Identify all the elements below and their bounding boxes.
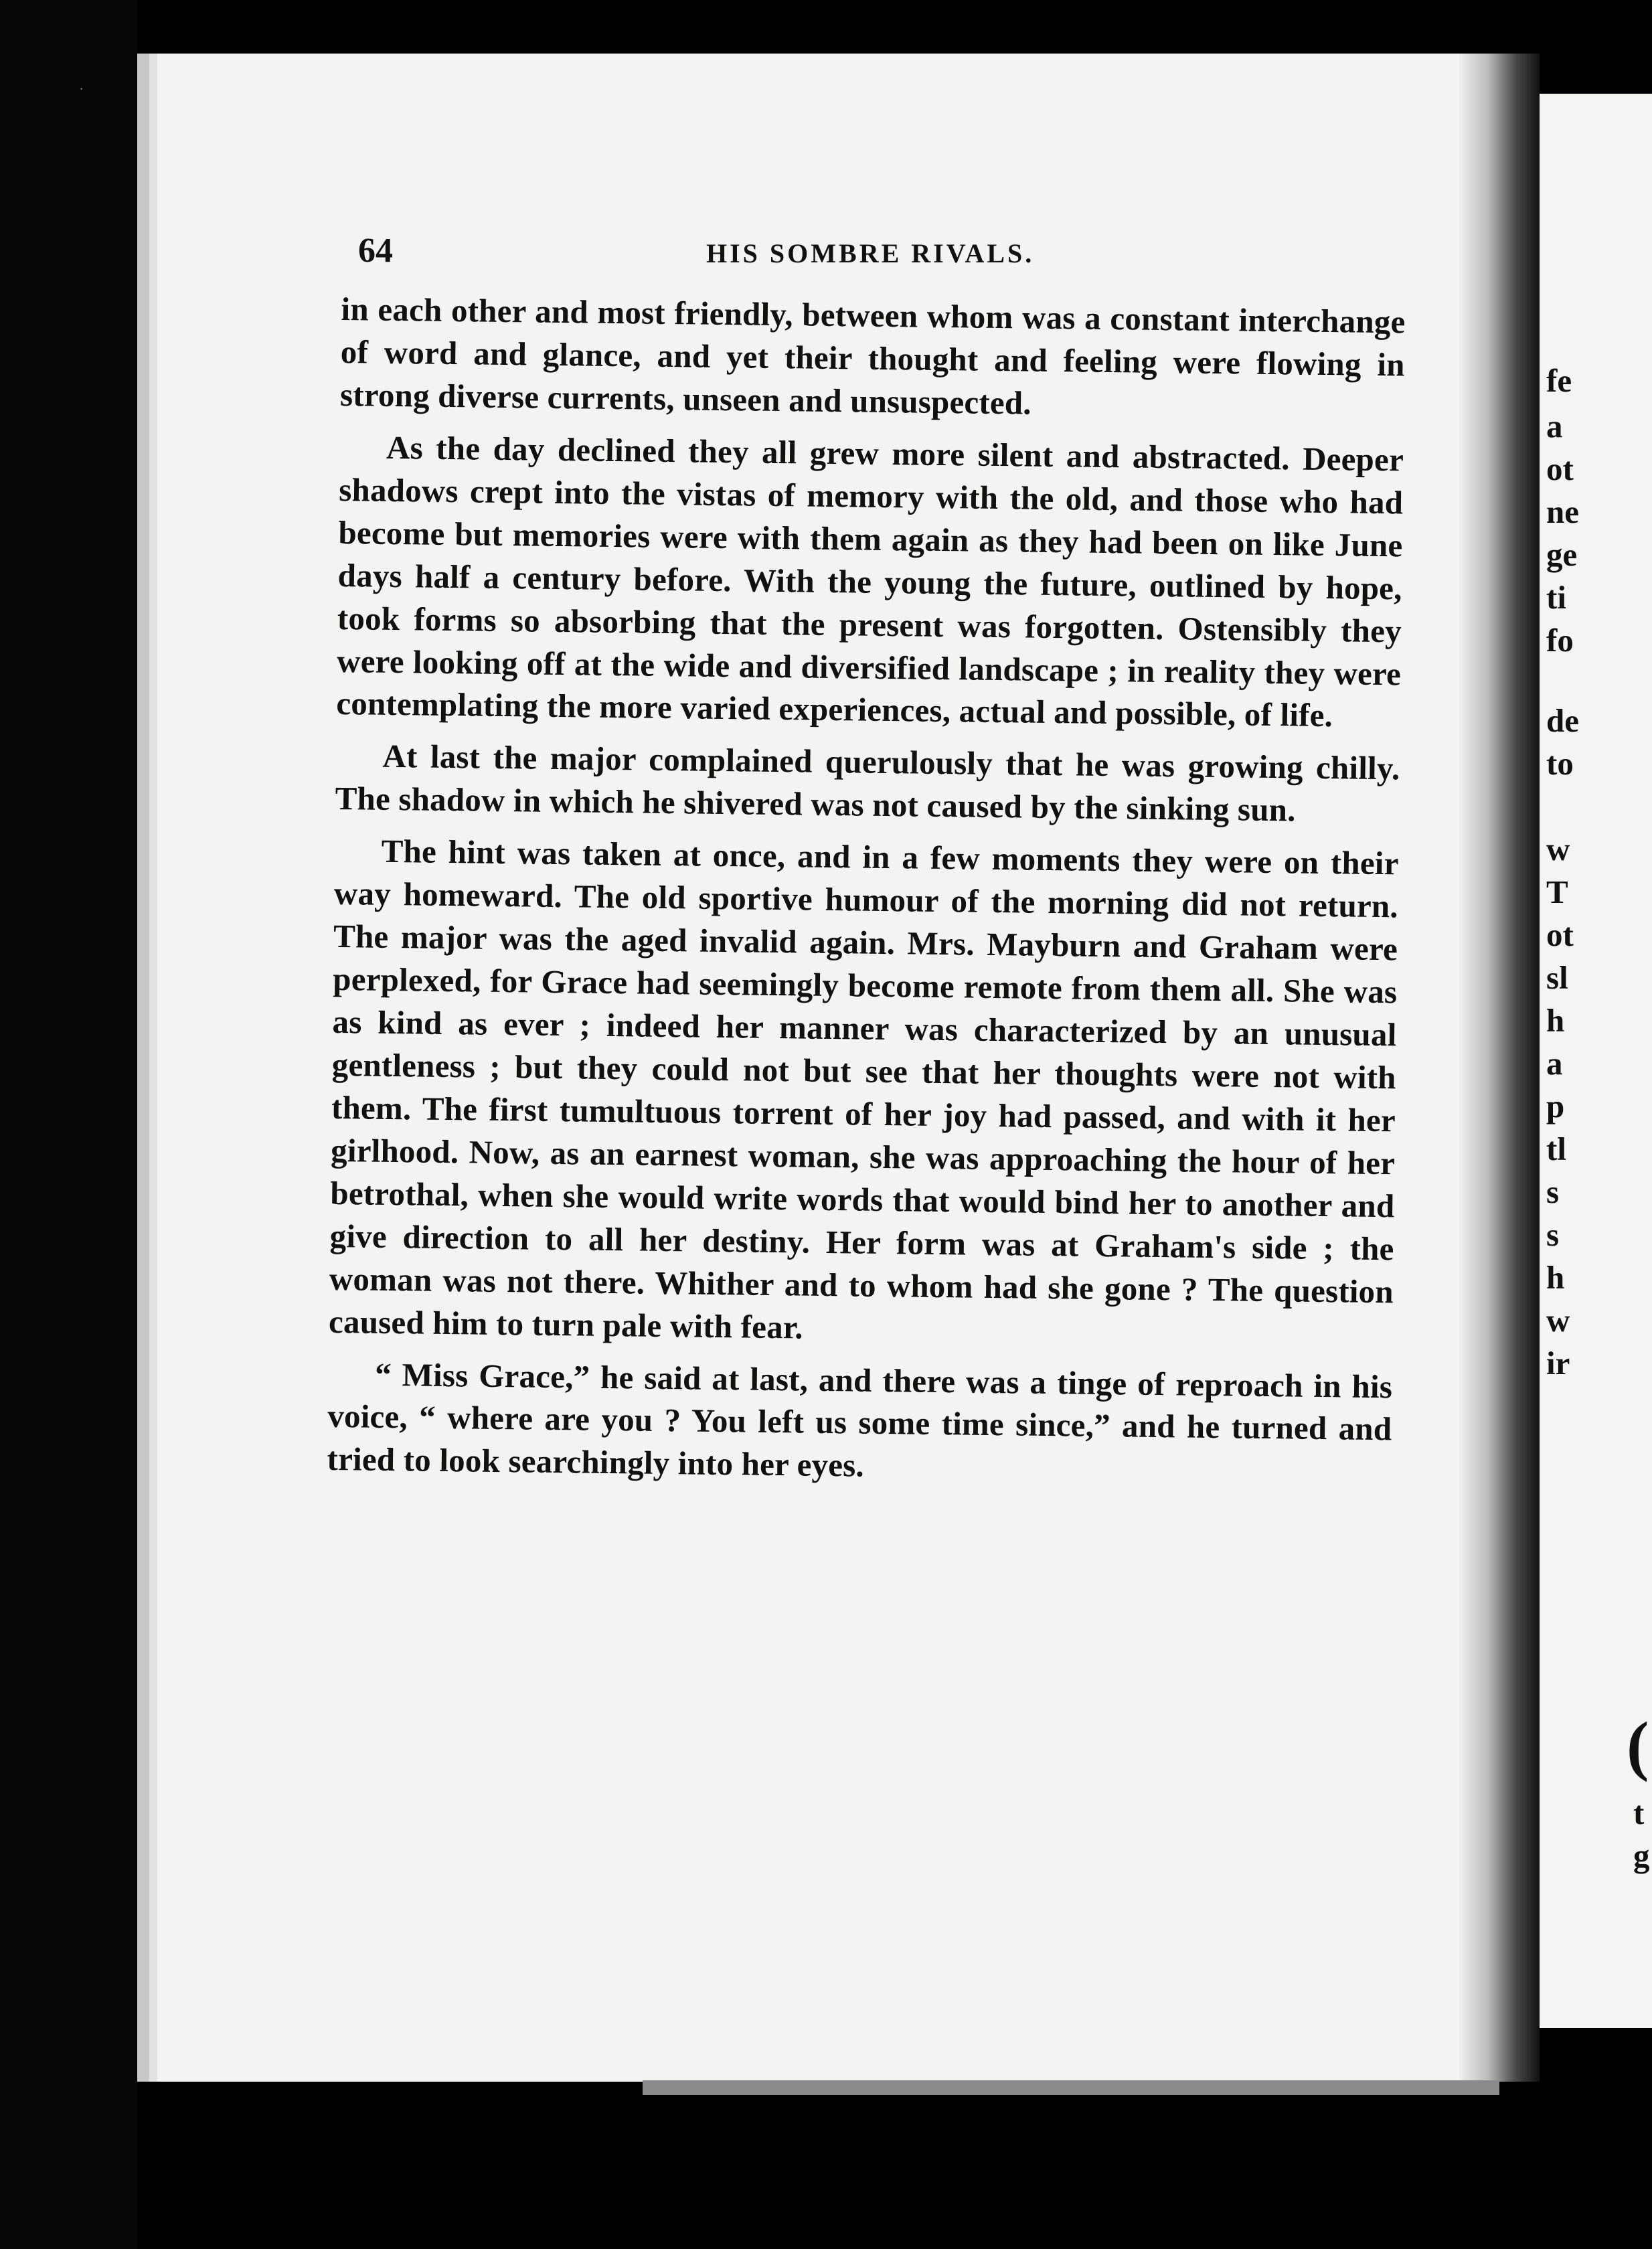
body-text	[327, 288, 1406, 1503]
facing-page-fragment: h	[1546, 1002, 1565, 1039]
facing-page-fragment: (	[1627, 1708, 1649, 1782]
facing-page-fragment: w	[1546, 1302, 1570, 1339]
facing-page-fragment: ot	[1546, 450, 1574, 487]
paragraph: As the day declined they all grew more silent and abstracted. Deeper shadows crept into the vistas of memory with the old, and those who had become but memories were with them again as they had been on like June days half a century before. With the young the future, outlined by hope, took forms so absorbing that the present was forgotten. Ostensibly they were looking off at the wide and diversified landscape ; in reality they were contemplating the more varied experiences, actual and possible, of life.	[336, 428, 1404, 734]
page-number: 64	[358, 232, 393, 270]
facing-page-fragment: s	[1546, 1216, 1560, 1253]
facing-page-fragment: fo	[1546, 622, 1574, 659]
facing-page-fragment: to	[1546, 745, 1574, 782]
paragraph: “ Miss Grace,” he said at last, and there was a tinge of reproach in his voice, “ where are you ? You left us some time since,” and he turned and tried to look searchingly into her eyes.	[327, 1355, 1393, 1485]
facing-page-fragment: ne	[1546, 493, 1579, 530]
paragraph: At last the major complained querulously that he was growing chilly. The shadow in which he shivered was not caused by the sinking sun.	[335, 738, 1400, 829]
facing-page-fragment: ti	[1546, 579, 1566, 616]
facing-page-fragment: sl	[1546, 959, 1568, 996]
facing-page-fragment: ot	[1546, 916, 1574, 953]
facing-page-fragment: ir	[1546, 1345, 1570, 1382]
page-header	[358, 231, 1449, 278]
book-gutter-shadow	[1459, 54, 1540, 2082]
facing-page-fragment: w	[1546, 831, 1570, 867]
paragraph: The hint was taken at once, and in a few moments they were on their way homeward. The old sportive humour of the morning did not return. The major was the aged invalid again. Mrs. Mayburn and Graham were perplexed, for Grace had seemingly become remote from them all. She was as kind as ever ; indeed her manner was characterized by an unusual gentleness ; but they could not but see that her thoughts were not with them. The first tumultuous torrent of her joy had passed, and with it her girlhood. Now, as an earnest woman, she was approaching the hour of her betrothal, when she would write words that would bind her to another and give direction to all her destiny. Her form was at Graham's side ; the woman was not there. Whither and to whom had she gone ? The question caused him to turn pale with fear.	[328, 833, 1399, 1346]
facing-page-fragment: de	[1546, 702, 1579, 739]
scan-speck: ·	[79, 80, 84, 97]
facing-page-fragment: t	[1633, 1795, 1645, 1831]
facing-page-fragment: h	[1546, 1259, 1565, 1296]
scan-background-left	[0, 0, 137, 2249]
facing-page-fragment: g	[1633, 1837, 1650, 1874]
facing-page-fragment: a	[1546, 408, 1563, 444]
page-bottom-edge	[643, 2080, 1499, 2095]
paragraph: in each other and most friendly, between whom was a constant interchange of word and glance, and yet their thought and feeling were flowing in strong diverse currents, unseen and unsuspected.	[339, 290, 1406, 422]
running-title: HIS SOMBRE RIVALS.	[706, 238, 1035, 268]
facing-page-fragment: p	[1546, 1088, 1565, 1124]
facing-page-fragment: a	[1546, 1045, 1563, 1082]
facing-page-fragment: T	[1546, 873, 1568, 910]
facing-page-fragment: ge	[1546, 536, 1578, 573]
facing-page-fragment: fe	[1546, 362, 1572, 399]
facing-page-fragment: s	[1546, 1173, 1560, 1210]
facing-page-fragment: tl	[1546, 1131, 1566, 1167]
